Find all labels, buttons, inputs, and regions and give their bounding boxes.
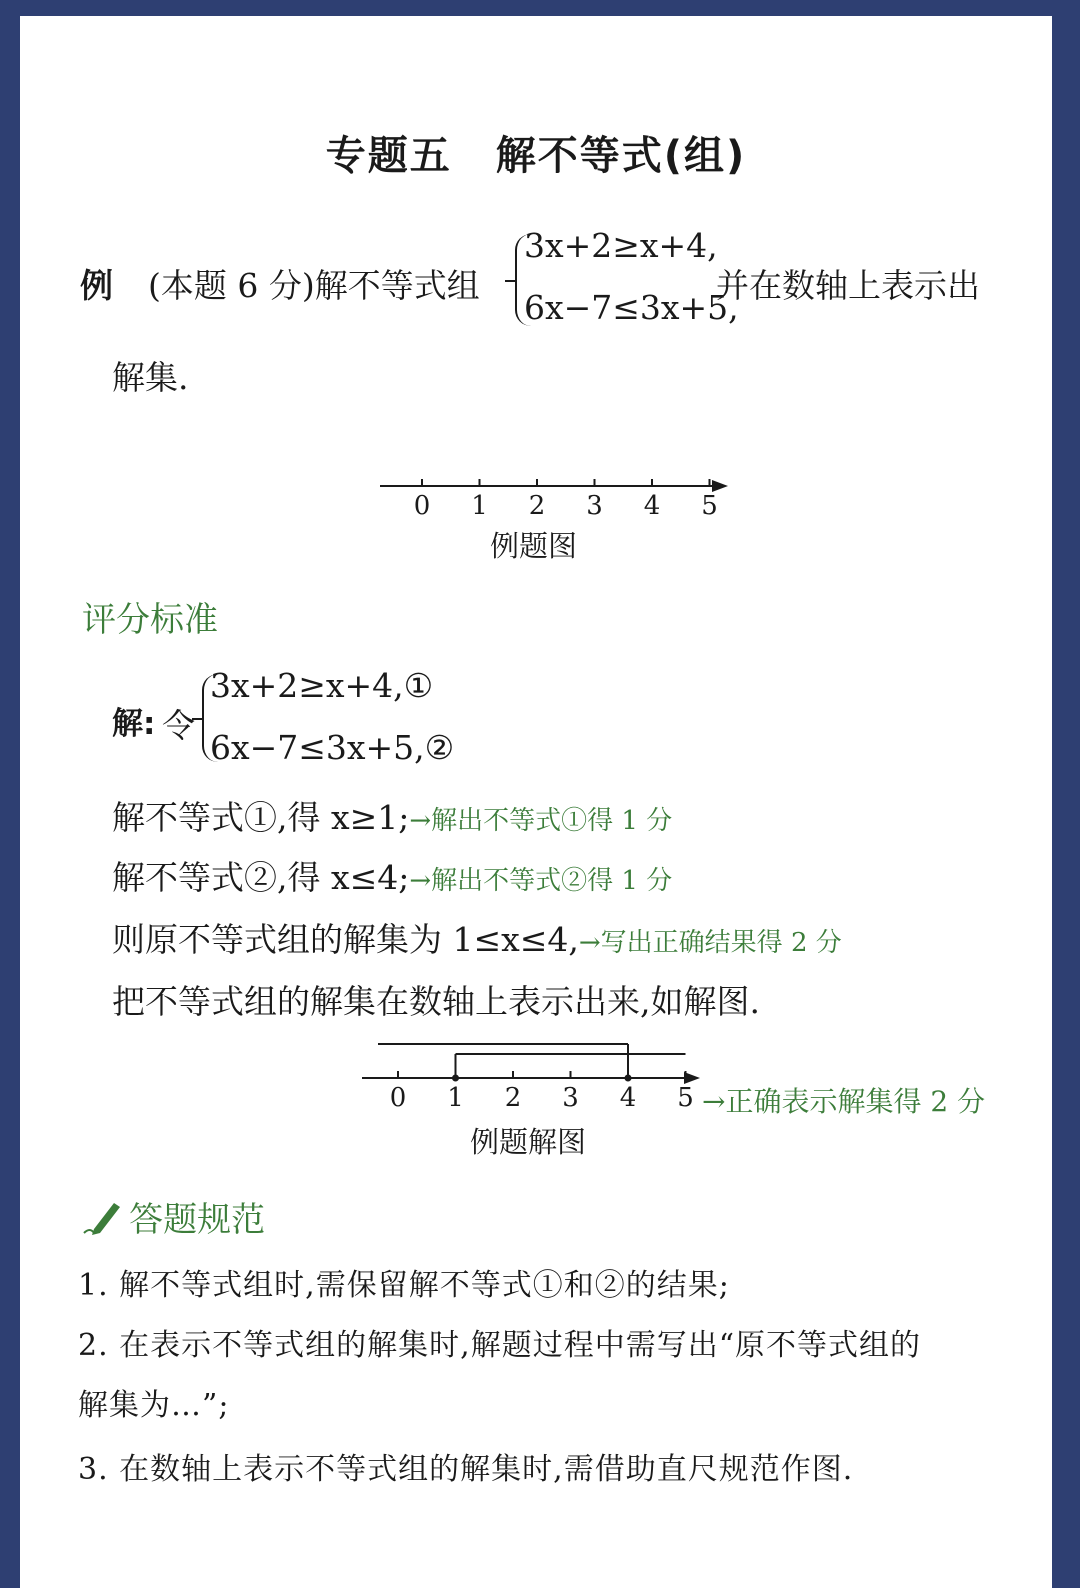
example-instruction-end: 解集. bbox=[112, 358, 189, 397]
solution-figure-caption: 例题解图 bbox=[470, 1125, 587, 1159]
step-2-score: →解出不等式②得 1 分 bbox=[409, 866, 673, 896]
pencil-icon bbox=[80, 1197, 124, 1237]
step-3-score: →写出正确结果得 2 分 bbox=[578, 928, 842, 958]
example-inequality-1: 3x+2≥x+4, bbox=[524, 226, 718, 265]
axis-tick-label: 4 bbox=[619, 1083, 637, 1113]
norms-heading: 答题规范 bbox=[129, 1200, 266, 1240]
title-topic-number: 专题五 bbox=[325, 133, 452, 179]
norm-item-2-line-1: 2. 在表示不等式组的解集时,解题过程中需写出“原不等式组的 bbox=[78, 1328, 922, 1363]
solution-inequality-2: 6x−7≤3x+5,② bbox=[210, 728, 455, 767]
step-3 bbox=[112, 914, 842, 961]
axis-tick-label: 1 bbox=[447, 1083, 464, 1113]
step-3-text: 则原不等式组的解集为 1≤x≤4, bbox=[112, 920, 579, 959]
axis-tick-label: 2 bbox=[528, 491, 546, 521]
solution-number-line bbox=[350, 1020, 710, 1116]
solution-label: 解: bbox=[112, 706, 156, 742]
norm-item-2-line-2: 解集为…”; bbox=[78, 1388, 230, 1423]
scoring-heading: 评分标准 bbox=[82, 600, 218, 640]
page-title bbox=[20, 124, 1052, 181]
axis-tick-label: 2 bbox=[504, 1083, 522, 1113]
step-1-score: →解出不等式①得 1 分 bbox=[409, 806, 673, 836]
figure-score-note: →正确表示解集得 2 分 bbox=[702, 1085, 986, 1118]
example-label: 例 bbox=[80, 266, 113, 305]
example-inequality-2: 6x−7≤3x+5, bbox=[524, 288, 739, 327]
solution-let: 令 bbox=[162, 706, 195, 745]
step-1 bbox=[112, 792, 672, 839]
example-number-line bbox=[360, 456, 740, 526]
example-figure-caption: 例题图 bbox=[490, 529, 578, 563]
norm-item-3: 3. 在数轴上表示不等式组的解集时,需借助直尺规范作图. bbox=[78, 1452, 854, 1487]
example-instruction: 并在数轴上表示出 bbox=[716, 266, 980, 305]
axis-tick-label: 5 bbox=[701, 491, 718, 521]
norm-item-1: 1. 解不等式组时,需保留解不等式①和②的结果; bbox=[78, 1268, 730, 1303]
axis-tick-label: 0 bbox=[389, 1083, 407, 1113]
axis-tick-label: 0 bbox=[413, 491, 431, 521]
document-page bbox=[20, 16, 1052, 1588]
step-2-text: 解不等式②,得 x≤4; bbox=[112, 858, 410, 897]
step-2 bbox=[112, 852, 672, 899]
norms-heading-row bbox=[80, 1192, 265, 1241]
solution-inequality-1: 3x+2≥x+4,① bbox=[210, 666, 434, 705]
axis-tick-label: 3 bbox=[562, 1083, 579, 1113]
axis-tick-label: 1 bbox=[471, 491, 488, 521]
axis-tick-label: 3 bbox=[586, 491, 603, 521]
example-points: (本题 6 分)解不等式组 bbox=[148, 266, 480, 305]
step-1-text: 解不等式①,得 x≥1; bbox=[112, 798, 410, 837]
axis-tick-label: 4 bbox=[643, 491, 661, 521]
title-topic-name: 解不等式(组) bbox=[495, 133, 747, 179]
axis-tick-label: 5 bbox=[677, 1083, 694, 1113]
step-4: 把不等式组的解集在数轴上表示出来,如解图. bbox=[112, 982, 760, 1021]
